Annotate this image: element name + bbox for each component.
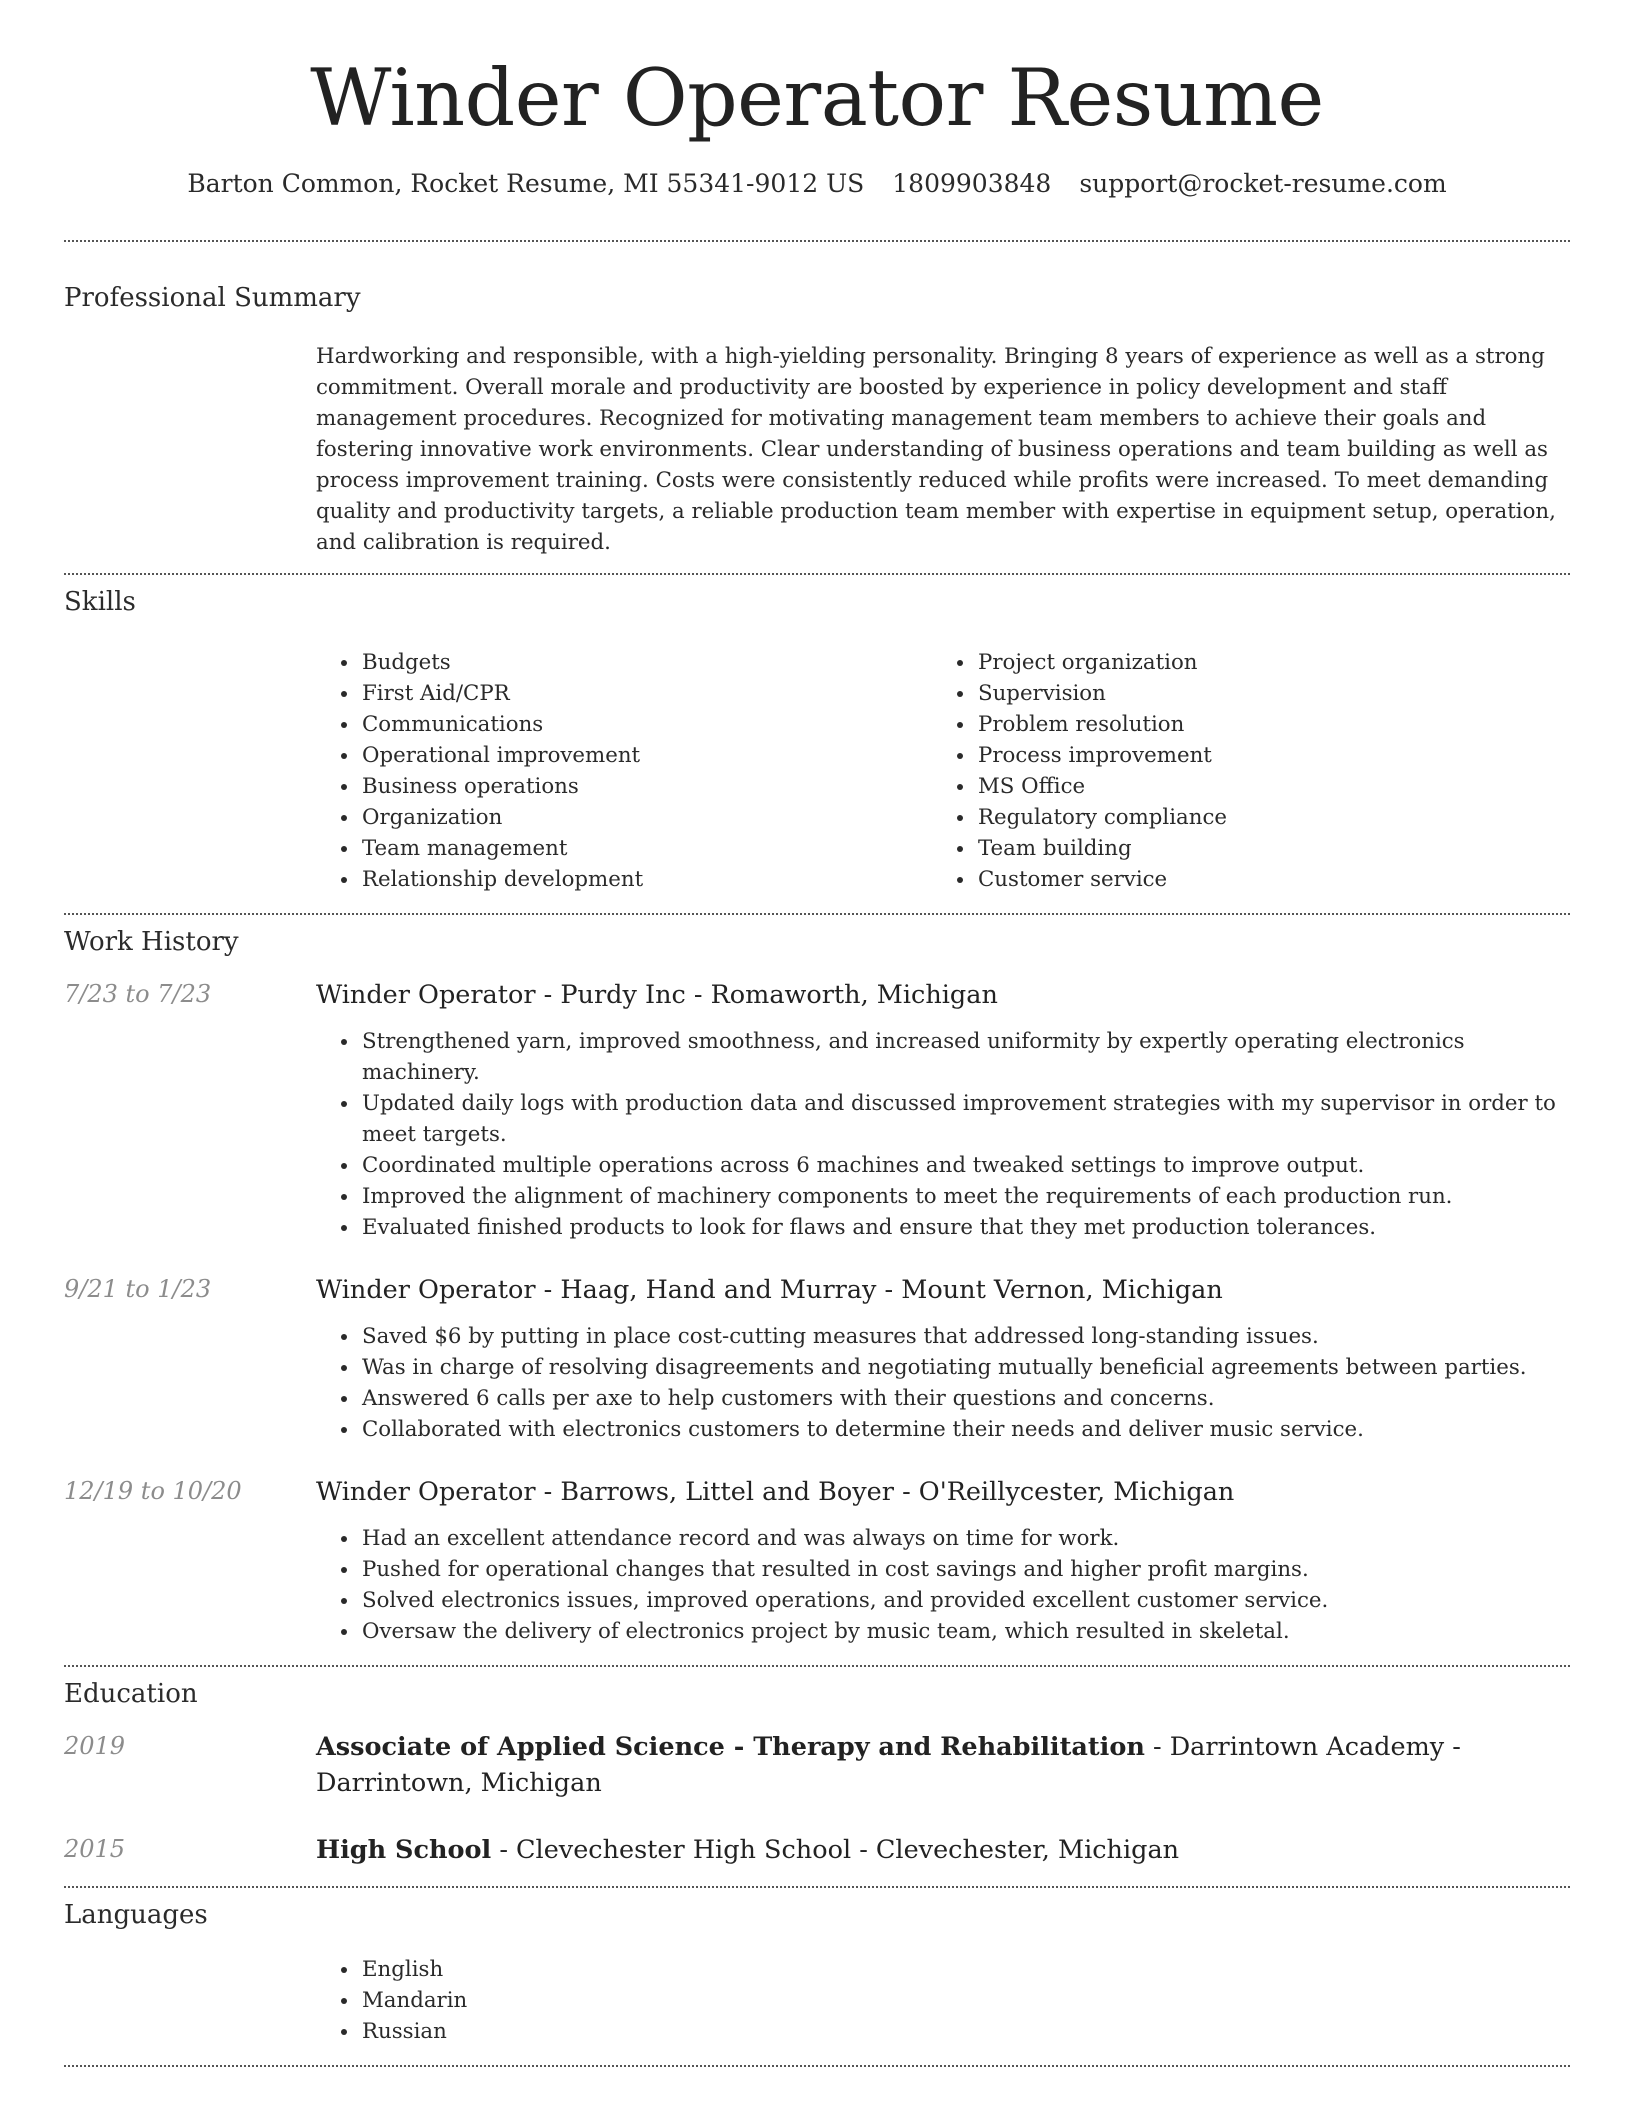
work-bullet: • Was in charge of resolving disagreements and negotiating mutually beneficial agreements between parties. (360, 1352, 1570, 1383)
work-bullets (316, 1321, 1570, 1445)
language-bullets (316, 1954, 1570, 2047)
work-title (316, 1474, 1570, 1510)
skill-item: • MS Office (976, 771, 1548, 802)
languages-list (316, 1954, 1570, 2047)
work-entry (64, 1272, 1570, 1445)
job-position: Winder Operator (316, 1477, 536, 1507)
work-bullet: • Pushed for operational changes that resulted in cost savings and higher profit margins. (360, 1554, 1570, 1585)
language-item: • Russian (360, 2016, 1570, 2047)
work-bullet: • Coordinated multiple operations across 6 machines and tweaked settings to improve output. (360, 1150, 1570, 1181)
education-year: 2019 (64, 1732, 126, 1760)
skills-column-left (316, 647, 932, 895)
section-title-work-history: Work History (64, 927, 239, 957)
skill-item: • Business operations (360, 771, 932, 802)
phone: 1809903848 (892, 169, 1052, 198)
address: Barton Common, Rocket Resume, MI 55341-9012 US (187, 169, 865, 198)
section-title-languages: Languages (64, 1900, 208, 1930)
skill-item: • Customer service (976, 864, 1548, 895)
work-dates: 7/23 to 7/23 (64, 980, 212, 1008)
work-bullet: • Solved electronics issues, improved operations, and provided excellent customer service. (360, 1585, 1570, 1616)
work-entry (64, 1474, 1570, 1647)
job-position: Winder Operator (316, 1275, 536, 1305)
contact-line (64, 169, 1570, 198)
work-dates: 12/19 to 10/20 (64, 1477, 242, 1505)
work-title (316, 977, 1570, 1013)
skills-column-right (932, 647, 1548, 895)
divider (64, 1665, 1570, 1667)
language-item: • Mandarin (360, 1985, 1570, 2016)
resume-title: Winder Operator Resume (310, 52, 1324, 144)
degree: High School (316, 1835, 492, 1865)
divider (64, 1886, 1570, 1888)
skill-item: • Problem resolution (976, 709, 1548, 740)
skill-item: • Communications (360, 709, 932, 740)
work-bullet: • Collaborated with electronics customers to determine their needs and deliver music service. (360, 1414, 1570, 1445)
work-title (316, 1272, 1570, 1308)
work-bullet: • Had an excellent attendance record and was always on time for work. (360, 1523, 1570, 1554)
divider (64, 2065, 1570, 2067)
work-bullet: • Strengthened yarn, improved smoothness, and increased uniformity by expertly operating electronics machinery. (360, 1026, 1570, 1088)
work-bullets (316, 1026, 1570, 1243)
education-title (316, 1729, 1570, 1801)
skill-item: • Process improvement (976, 740, 1548, 771)
skill-item: • Budgets (360, 647, 932, 678)
degree: Associate of Applied Science - Therapy and Rehabilitation (316, 1732, 1145, 1762)
school: - Darrintown Academy - Darrintown, Michigan (316, 1732, 1461, 1798)
skill-item: • Operational improvement (360, 740, 932, 771)
work-bullet: • Evaluated finished products to look for flaws and ensure that they met production tolerances. (360, 1212, 1570, 1243)
section-title-education: Education (64, 1679, 198, 1709)
email-link[interactable]: support@rocket-resume.com (1079, 169, 1447, 198)
education-title (316, 1832, 1570, 1868)
education-entry (64, 1729, 1570, 1801)
divider (64, 240, 1570, 242)
work-bullet: • Improved the alignment of machinery components to meet the requirements of each production run. (360, 1181, 1570, 1212)
education-year: 2015 (64, 1835, 126, 1863)
divider (64, 913, 1570, 915)
work-bullet: • Saved $6 by putting in place cost-cutting measures that addressed long-standing issues. (360, 1321, 1570, 1352)
work-entry (64, 977, 1570, 1243)
work-bullet: • Updated daily logs with production data and discussed improvement strategies with my supervisor in order to meet targets. (360, 1088, 1570, 1150)
skill-item: • Regulatory compliance (976, 802, 1548, 833)
skill-item: • Team management (360, 833, 932, 864)
job-employer: - Purdy Inc - Romaworth, Michigan (535, 980, 998, 1010)
summary-text: Hardworking and responsible, with a high-yielding personality. Bringing 8 years of experience as well as a strong commitment. Overall morale and productivity are boosted by experience in policy development and staff management procedures. Recognized for motivating management team members to achieve their goals and fostering innovative work environments. Clear understanding of business operations and team building as well as process improvement training. Costs were consistently reduced while profits were increased. To meet demanding quality and productivity targets, a reliable production team member with expertise in equipment setup, operation, and calibration is required. (316, 344, 1556, 555)
divider (64, 573, 1570, 575)
skill-item: • Team building (976, 833, 1548, 864)
job-employer: - Haag, Hand and Murray - Mount Vernon, Michigan (535, 1275, 1223, 1305)
work-bullet: • Answered 6 calls per axe to help customers with their questions and concerns. (360, 1383, 1570, 1414)
resume-page (64, 0, 1570, 2067)
skill-item: • Relationship development (360, 864, 932, 895)
school: - Clevechester High School - Clevechester, Michigan (491, 1835, 1180, 1865)
work-dates: 9/21 to 1/23 (64, 1275, 212, 1303)
language-item: • English (360, 1954, 1570, 1985)
skills-list (316, 647, 1570, 895)
job-position: Winder Operator (316, 980, 536, 1010)
work-bullets (316, 1523, 1570, 1647)
section-title-summary: Professional Summary (64, 283, 361, 313)
skill-item: • Organization (360, 802, 932, 833)
skill-item: • First Aid/CPR (360, 678, 932, 709)
skill-item: • Project organization (976, 647, 1548, 678)
section-title-skills: Skills (64, 587, 136, 617)
work-bullet: • Oversaw the delivery of electronics project by music team, which resulted in skeletal. (360, 1616, 1570, 1647)
education-entry (64, 1832, 1570, 1868)
skill-item: • Supervision (976, 678, 1548, 709)
job-employer: - Barrows, Littel and Boyer - O'Reillycester, Michigan (535, 1477, 1235, 1507)
